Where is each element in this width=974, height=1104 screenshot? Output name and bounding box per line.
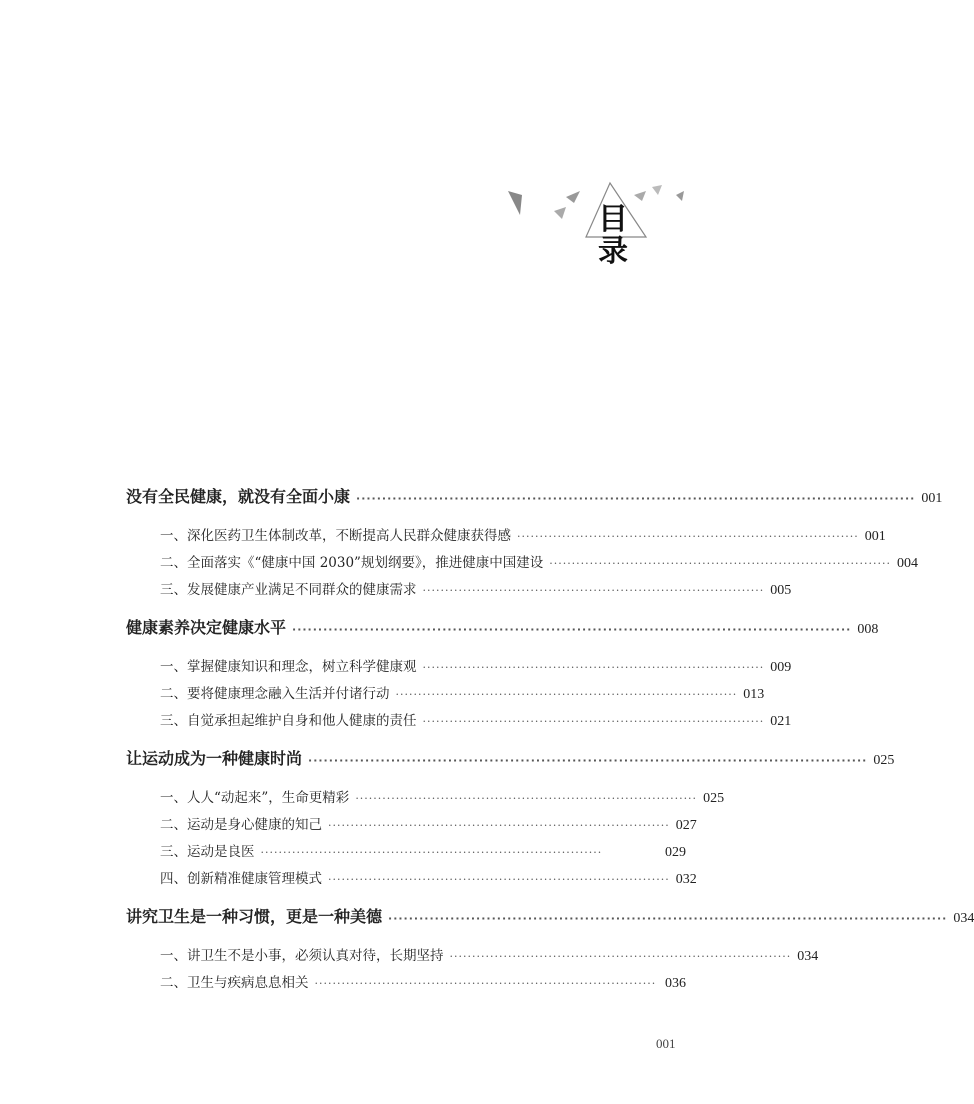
toc-section[interactable]	[126, 655, 792, 682]
dot-leader: ············································································	[517, 530, 859, 543]
dot-leader: ············································································	[314, 977, 657, 990]
toc-section[interactable]	[126, 578, 792, 605]
heading-char-2: 录	[598, 234, 628, 269]
section-page: 004	[896, 556, 918, 571]
dot-leader: ············································································	[422, 715, 765, 728]
section-title: 一、深化医药卫生体制改革，不断提高人民群众健康获得感	[160, 528, 511, 544]
toc-section[interactable]	[126, 551, 918, 578]
section-page: 036	[665, 976, 686, 991]
section-page: 001	[864, 529, 886, 544]
dot-leader: ············································································	[395, 688, 738, 701]
toc-section[interactable]	[126, 709, 792, 736]
dot-leader: ············································································	[328, 873, 670, 886]
section-list	[126, 786, 725, 894]
page-number: 001	[656, 1036, 676, 1051]
dot-leader: ············································································································	[308, 754, 868, 767]
toc-chapter[interactable]	[126, 904, 974, 932]
dot-leader: ············································································	[260, 846, 603, 859]
dot-leader: ············································································	[549, 557, 891, 570]
dot-leader: ············································································	[422, 661, 765, 674]
chapter-page: 008	[857, 622, 879, 637]
dot-leader: ············································································	[328, 819, 670, 832]
section-title: 一、掌握健康知识和理念，树立科学健康观	[160, 659, 417, 675]
toc-section[interactable]	[126, 840, 686, 867]
section-page: 005	[770, 583, 792, 598]
chapter-title: 讲究卫生是一种习惯，更是一种美德	[126, 907, 383, 926]
chapter-title: 没有全民健康，就没有全面小康	[126, 487, 351, 506]
contents-heading	[500, 175, 700, 275]
section-list	[126, 655, 792, 736]
section-title: 一、人人“动起来”，生命更精彩	[160, 790, 350, 806]
section-title: 三、自觉承担起维护自身和他人健康的责任	[160, 713, 417, 729]
dot-leader: ············································································	[422, 584, 765, 597]
dot-leader: ············································································	[355, 792, 698, 805]
section-title: 一、讲卫生不是小事，必须认真对待，长期坚持	[160, 948, 444, 964]
toc-chapter[interactable]	[126, 615, 879, 643]
chapter-title: 让运动成为一种健康时尚	[126, 749, 303, 768]
toc-section[interactable]	[126, 813, 697, 840]
section-page: 034	[797, 949, 819, 964]
section-page: 025	[703, 791, 725, 806]
toc-section[interactable]	[126, 682, 765, 709]
section-title: 二、运动是身心健康的知己	[160, 817, 322, 833]
table-of-contents	[126, 484, 974, 1002]
section-title: 三、发展健康产业满足不同群众的健康需求	[160, 582, 417, 598]
section-page: 009	[770, 660, 792, 675]
toc-chapter[interactable]	[126, 484, 943, 512]
dot-leader: ············································································································	[356, 492, 916, 505]
section-title: 四、创新精准健康管理模式	[160, 871, 322, 887]
dot-leader: ············································································································	[388, 912, 948, 925]
section-page: 029	[665, 845, 686, 860]
section-title: 三、运动是良医	[160, 844, 255, 860]
dot-leader: ············································································	[449, 950, 792, 963]
chapter-page: 034	[953, 911, 974, 926]
chapter-page: 001	[921, 491, 943, 506]
heading-char-1: 目	[598, 202, 628, 237]
chapter-page: 025	[873, 753, 895, 768]
toc-section[interactable]	[126, 944, 819, 971]
section-list	[126, 944, 819, 998]
section-title: 二、卫生与疾病息息相关	[160, 975, 309, 991]
toc-chapter[interactable]	[126, 746, 895, 774]
section-page: 027	[675, 818, 697, 833]
toc-section[interactable]	[126, 524, 886, 551]
chapter-title: 健康素养决定健康水平	[126, 618, 287, 637]
section-title: 二、要将健康理念融入生活并付诸行动	[160, 686, 390, 702]
section-page: 013	[743, 687, 765, 702]
toc-section[interactable]	[126, 786, 725, 813]
toc-section[interactable]	[126, 971, 686, 998]
section-page: 021	[770, 714, 792, 729]
section-title: 二、全面落实《“健康中国 2030”规划纲要》，推进健康中国建设	[160, 555, 544, 571]
dot-leader: ············································································································	[292, 623, 852, 636]
section-page: 032	[675, 872, 697, 887]
toc-section[interactable]	[126, 867, 697, 894]
section-list	[126, 524, 918, 605]
